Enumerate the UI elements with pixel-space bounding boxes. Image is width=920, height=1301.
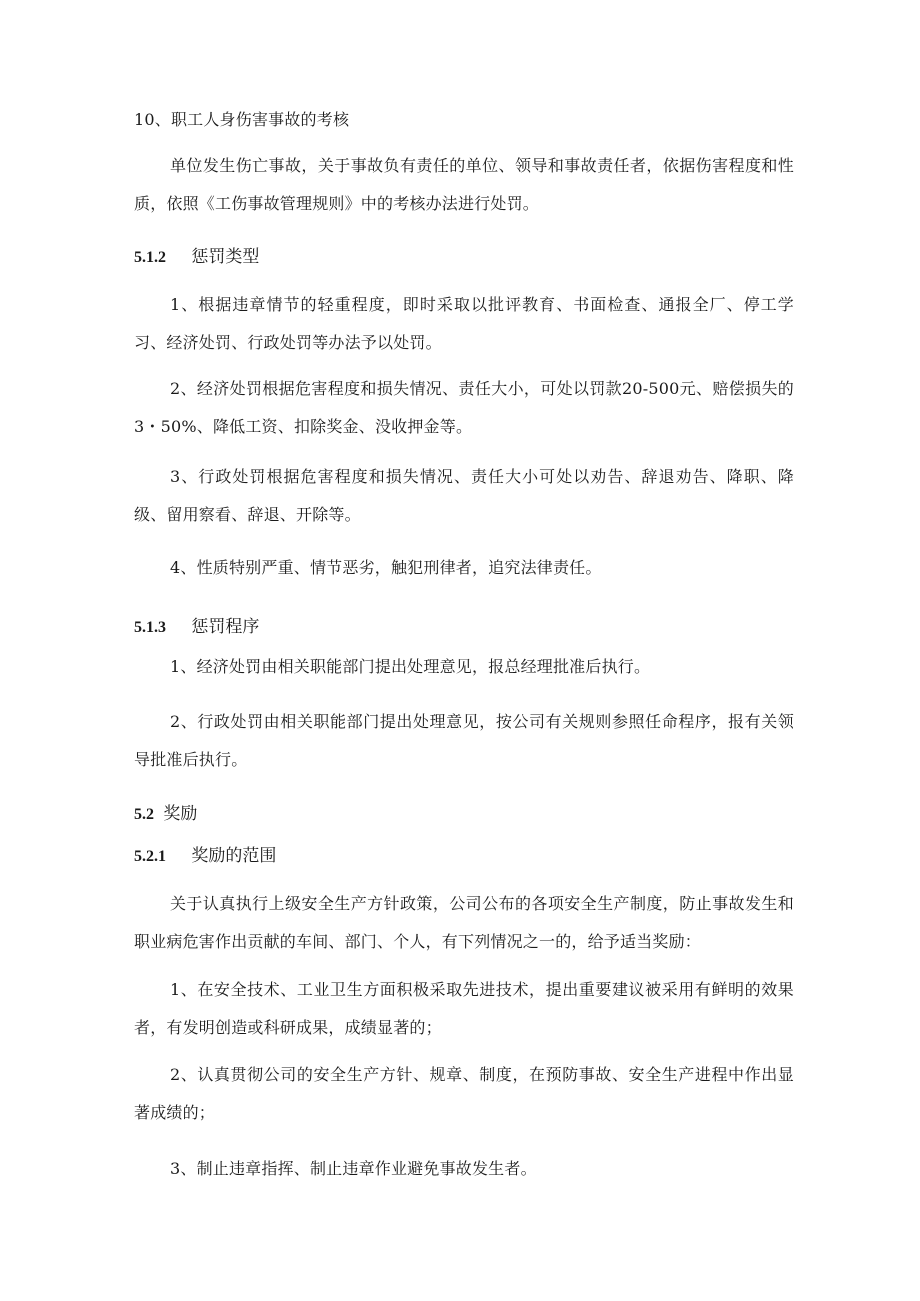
- section-5-1-3-heading: [134, 612, 259, 643]
- section-5-1-3-title: 惩罚程序: [191, 617, 260, 637]
- penalty-type-item-1: 1、根据违章情节的轻重程度，即时采取以批评教育、书面检查、通报全厂、停工学习、经济处罚、行政处罚等办法予以处罚。: [134, 295, 794, 352]
- section-5-1-2-heading: [134, 242, 259, 273]
- section-5-1-2-number: 5.1.2: [134, 249, 166, 266]
- section-5-2-1-number: 5.2.1: [134, 848, 166, 865]
- section-5-2-1-title: 奖励的范围: [191, 846, 277, 866]
- section-5-1-2-title: 惩罚类型: [191, 247, 260, 267]
- reward-scope-item-3: 3、制止违章指挥、制止违章作业避免事故发生者。: [170, 1159, 537, 1178]
- penalty-type-item-3: 3、行政处罚根据危害程度和损失情况、责任大小可处以劝告、辞退劝告、降职、降级、留用察看、辞退、开除等。: [134, 467, 794, 524]
- penalty-procedure-item-1: 1、经济处罚由相关职能部门提出处理意见，报总经理批准后执行。: [170, 657, 651, 676]
- section-10-title: 10、职工人身伤害事故的考核: [134, 110, 350, 129]
- section-5-2-number: 5.2: [134, 806, 154, 823]
- section-5-1-3-number: 5.1.3: [134, 619, 166, 636]
- penalty-type-item-4: 4、性质特别严重、情节恶劣，触犯刑律者，追究法律责任。: [170, 558, 602, 577]
- penalty-procedure-item-2: 2、行政处罚由相关职能部门提出处理意见，按公司有关规则参照任命程序，报有关领导批准后执行。: [134, 712, 794, 769]
- penalty-type-item-2: 2、经济处罚根据危害程度和损失情况、责任大小，可处以罚款20-500元、赔偿损失的3・50%、降低工资、扣除奖金、没收押金等。: [134, 379, 794, 436]
- section-5-2-1-heading: [134, 841, 276, 872]
- section-5-2-heading: [134, 799, 197, 830]
- reward-scope-intro: 关于认真执行上级安全生产方针政策，公司公布的各项安全生产制度，防止事故发生和职业病危害作出贡献的车间、部门、个人，有下列情况之一的，给予适当奖励：: [134, 894, 794, 951]
- reward-scope-item-1: 1、在安全技术、工业卫生方面积极采取先进技术，提出重要建议被采用有鲜明的效果者，有发明创造或科研成果，成绩显著的；: [134, 980, 794, 1037]
- reward-scope-item-2: 2、认真贯彻公司的安全生产方针、规章、制度，在预防事故、安全生产进程中作出显著成绩的；: [134, 1065, 794, 1122]
- section-5-2-title: 奖励: [163, 804, 198, 824]
- section-10-body: 单位发生伤亡事故，关于事故负有责任的单位、领导和事故责任者，依据伤害程度和性质，依照《工伤事故管理规则》中的考核办法进行处罚。: [134, 156, 794, 213]
